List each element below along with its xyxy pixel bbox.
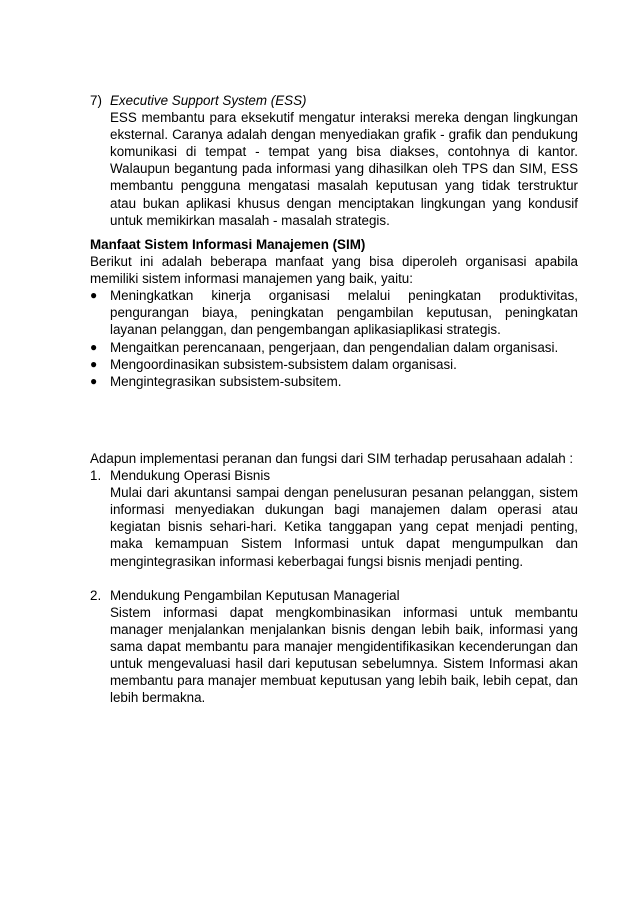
benefits-heading: Manfaat Sistem Informasi Manajemen (SIM) — [90, 237, 366, 252]
list-item — [90, 467, 578, 570]
implementation-intro: Adapun implementasi peranan dan fungsi dari SIM terhadap perusahaan adalah : — [90, 451, 574, 466]
bullet-icon: ● — [90, 373, 98, 388]
benefit-text: Meningkatkan kinerja organisasi melalui peningkatan produktivitas, pengurangan biaya, peningkatan pengambilan keputusan, peningkatan layanan pelanggan, dan pengembangan aplikasiaplikasi strategis. — [110, 288, 578, 338]
list-item — [90, 373, 578, 390]
list-item — [90, 587, 578, 707]
list-item — [90, 356, 578, 373]
ess-body: ESS membantu para eksekutif mengatur interaksi mereka dengan lingkungan eksternal. Caranya adalah dengan menyediakan grafik - grafik dan pendukung komunikasi di tempat - tempat yang bisa diakses, contohnya di kantor. Walaupun begantung pada informasi yang dihasilkan oleh TPS dan SIM, ESS membantu pengguna mengatasi masalah keputusan yang tidak terstruktur atau bukan aplikasi khusus dengan menciptakan lingkungan yang kondusif untuk memikirkan masalah - masalah strategis. — [110, 110, 578, 228]
list-item — [90, 287, 578, 338]
item-title: Mendukung Operasi Bisnis — [110, 468, 271, 484]
benefit-text: Mengintegrasikan subsistem-subsitem. — [110, 373, 342, 389]
item-number: 2. — [90, 587, 102, 603]
benefit-text: Mengoordinasikan subsistem-subsistem dalam organisasi. — [110, 356, 457, 372]
ess-item — [90, 92, 578, 229]
item-body: Sistem informasi dapat mengkombinasikan informasi untuk membantu manager menjalankan menjalankan bisnis dengan lebih baik, informasi yang sama dapat membantu para manajer mengidentifikasikan kecenderungan dan untuk mengevaluasi hasil dari keputusan sebelumnya. Sistem Informasi akan membantu para manajer membuat keputusan yang lebih baik, lebih cepat, dan lebih bermakna. — [110, 604, 578, 706]
ess-section — [90, 92, 578, 229]
bullet-icon: ● — [90, 339, 98, 354]
list-item — [90, 339, 578, 356]
implementation-section — [90, 450, 578, 706]
bullet-icon: ● — [90, 356, 98, 371]
benefits-intro: Berikut ini adalah beberapa manfaat yang bisa diperoleh organisasi apabila memiliki sistem informasi manajemen yang baik, yaitu: — [90, 254, 578, 287]
bullet-icon: ● — [90, 288, 98, 303]
ess-title: Executive Support System (ESS) — [110, 93, 307, 108]
item-number: 1. — [90, 468, 102, 484]
benefit-text: Mengaitkan perencanaan, pengerjaan, dan pengendalian dalam organisasi. — [110, 339, 559, 355]
item-title: Mendukung Pengambilan Keputusan Managerial — [110, 587, 400, 603]
ess-number: 7) — [90, 93, 102, 108]
benefits-section — [90, 236, 578, 390]
item-body: Mulai dari akuntansi sampai dengan penelusuran pesanan pelanggan, sistem informasi menyediakan dukungan bagi manajemen dalam operasi atau kegiatan bisnis sehari-hari. Ketika tanggapan yang cepat menjadi penting, maka kemampuan Sistem Informasi untuk dapat mengumpulkan dan mengintegrasikan informasi keberbagai fungsi bisnis menjadi penting. — [110, 485, 578, 569]
